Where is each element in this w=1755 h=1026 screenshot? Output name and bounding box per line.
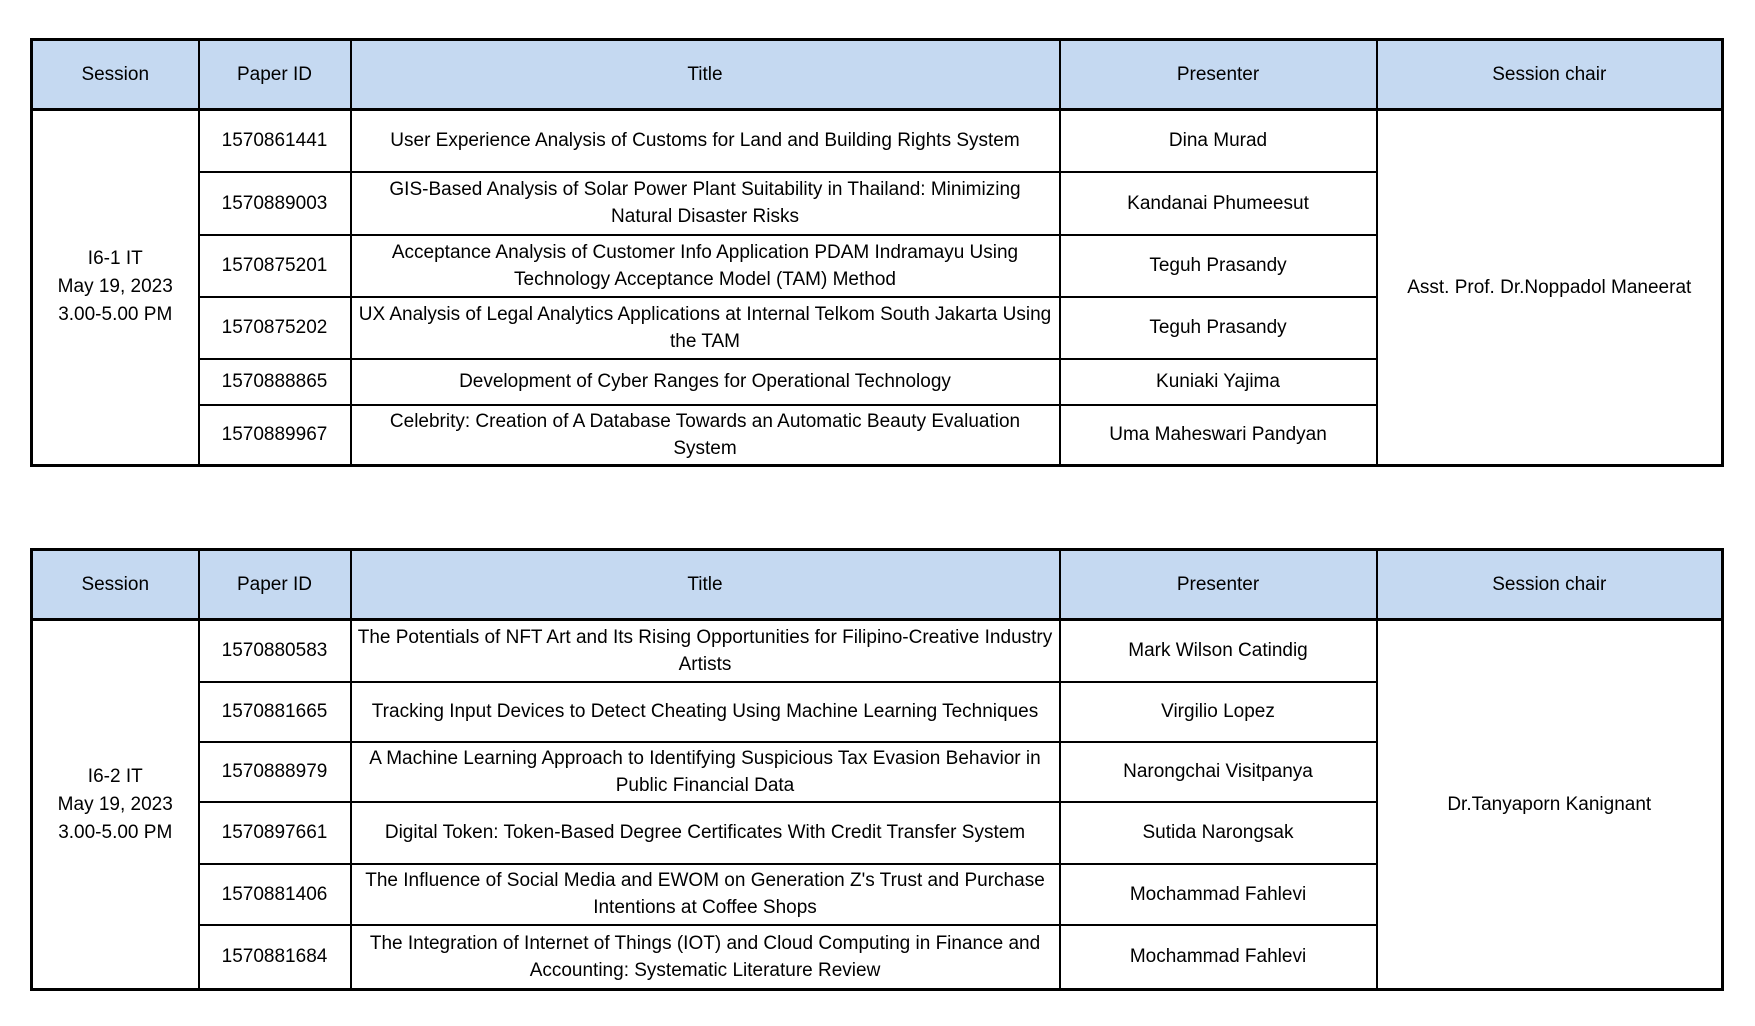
presenter-cell: Sutida Narongsak (1060, 802, 1377, 864)
col-header-presenter: Presenter (1060, 550, 1377, 620)
table-1-body (32, 110, 1723, 466)
presenter-cell: Kuniaki Yajima (1060, 359, 1377, 405)
col-header-title: Title (351, 550, 1060, 620)
paper-row (32, 620, 1723, 682)
session-time: 3.00-5.00 PM (58, 304, 173, 326)
table-2-body (32, 620, 1723, 990)
paper-title-cell: Acceptance Analysis of Customer Info Application PDAM Indramayu Using Technology Acceptance Model (TAM) Method (351, 235, 1060, 297)
paper-title-cell: The Potentials of NFT Art and Its Rising Opportunities for Filipino-Creative Industry Artists (351, 620, 1060, 682)
session-chair-cell: Asst. Prof. Dr.Noppadol Maneerat (1377, 110, 1723, 466)
paper-id-cell: 1570861441 (199, 110, 351, 172)
col-header-paper-id: Paper ID (199, 550, 351, 620)
paper-id-cell: 1570888865 (199, 359, 351, 405)
presenter-cell: Uma Maheswari Pandyan (1060, 405, 1377, 466)
session-code: I6-1 IT (87, 248, 143, 270)
paper-id-cell: 1570889967 (199, 405, 351, 466)
paper-title-cell: UX Analysis of Legal Analytics Applications at Internal Telkom South Jakarta Using the TAM (351, 297, 1060, 359)
col-header-session-chair: Session chair (1377, 40, 1723, 110)
paper-title-cell: Development of Cyber Ranges for Operational Technology (351, 359, 1060, 405)
session-cell (32, 620, 199, 990)
header-row (32, 40, 1723, 110)
presenter-cell: Mochammad Fahlevi (1060, 864, 1377, 925)
session-date: May 19, 2023 (57, 793, 173, 815)
paper-title-cell: Digital Token: Token-Based Degree Certificates With Credit Transfer System (351, 802, 1060, 864)
paper-id-cell: 1570897661 (199, 802, 351, 864)
session-table-2 (30, 548, 1724, 991)
paper-title-cell: Tracking Input Devices to Detect Cheating Using Machine Learning Techniques (351, 682, 1060, 742)
presenter-cell: Mochammad Fahlevi (1060, 925, 1377, 990)
paper-title-cell: User Experience Analysis of Customs for Land and Building Rights System (351, 110, 1060, 172)
session-chair-cell: Dr.Tanyaporn Kanignant (1377, 620, 1723, 990)
paper-id-cell: 1570881406 (199, 864, 351, 925)
session-table-1 (30, 38, 1724, 467)
col-header-paper-id: Paper ID (199, 40, 351, 110)
paper-id-cell: 1570881684 (199, 925, 351, 990)
header-row (32, 550, 1723, 620)
paper-id-cell: 1570888979 (199, 742, 351, 802)
presenter-cell: Dina Murad (1060, 110, 1377, 172)
col-header-title: Title (351, 40, 1060, 110)
presenter-cell: Virgilio Lopez (1060, 682, 1377, 742)
presenter-cell: Mark Wilson Catindig (1060, 620, 1377, 682)
paper-title-cell: GIS-Based Analysis of Solar Power Plant Suitability in Thailand: Minimizing Natural Disaster Risks (351, 172, 1060, 235)
paper-id-cell: 1570881665 (199, 682, 351, 742)
paper-title-cell: A Machine Learning Approach to Identifying Suspicious Tax Evasion Behavior in Public Financial Data (351, 742, 1060, 802)
paper-id-cell: 1570875202 (199, 297, 351, 359)
session-cell (32, 110, 199, 466)
paper-title-cell: The Integration of Internet of Things (IOT) and Cloud Computing in Finance and Accounting: Systematic Literature Review (351, 925, 1060, 990)
paper-row (32, 110, 1723, 172)
presenter-cell: Teguh Prasandy (1060, 297, 1377, 359)
table-1-header (32, 40, 1723, 110)
session-date: May 19, 2023 (57, 276, 173, 298)
col-header-session: Session (32, 550, 199, 620)
session-time: 3.00-5.00 PM (58, 821, 173, 843)
paper-id-cell: 1570889003 (199, 172, 351, 235)
paper-id-cell: 1570880583 (199, 620, 351, 682)
col-header-session-chair: Session chair (1377, 550, 1723, 620)
session-code: I6-2 IT (87, 765, 143, 787)
col-header-session: Session (32, 40, 199, 110)
paper-id-cell: 1570875201 (199, 235, 351, 297)
paper-title-cell: The Influence of Social Media and EWOM on Generation Z's Trust and Purchase Intentions at Coffee Shops (351, 864, 1060, 925)
table-2-header (32, 550, 1723, 620)
presenter-cell: Narongchai Visitpanya (1060, 742, 1377, 802)
presenter-cell: Teguh Prasandy (1060, 235, 1377, 297)
presenter-cell: Kandanai Phumeesut (1060, 172, 1377, 235)
paper-title-cell: Celebrity: Creation of A Database Towards an Automatic Beauty Evaluation System (351, 405, 1060, 466)
col-header-presenter: Presenter (1060, 40, 1377, 110)
